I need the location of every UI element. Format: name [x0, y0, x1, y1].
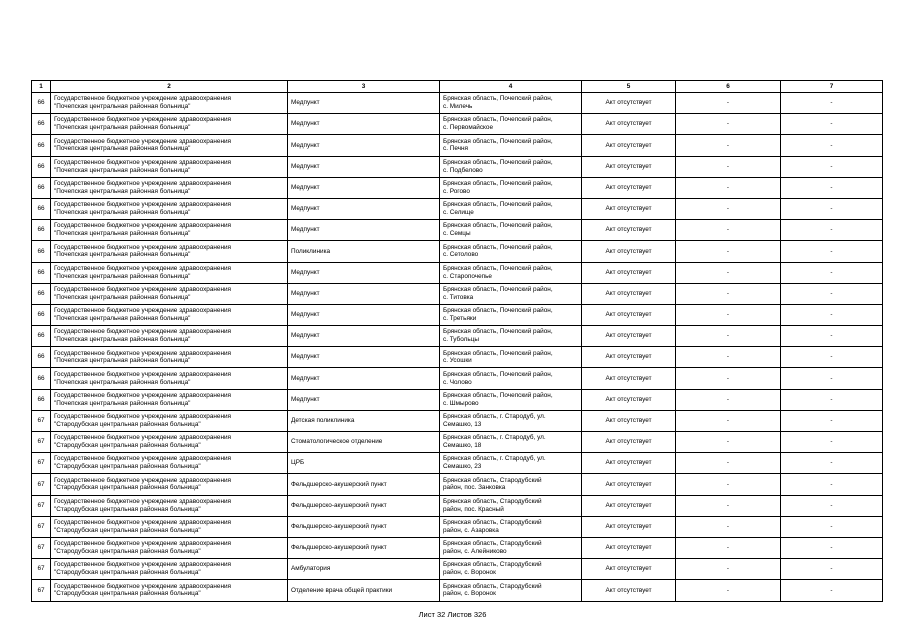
act-status-cell: Акт отсутствует: [582, 114, 676, 135]
facility-cell: Медпункт: [288, 368, 440, 389]
organization-line-1: Государственное бюджетное учреждение здравоохранения: [54, 137, 232, 145]
row-number: 66: [32, 135, 51, 156]
header-row: [32, 81, 883, 93]
table-row: [32, 453, 883, 474]
act-status-cell: Акт отсутствует: [582, 389, 676, 410]
organization-line-1: Государственное бюджетное учреждение здравоохранения: [54, 391, 232, 399]
organization-line-2: "Почепская центральная районная больница": [54, 293, 191, 301]
column-6-cell: -: [676, 304, 781, 325]
address-cell: [440, 368, 582, 389]
column-7-cell: -: [781, 516, 883, 537]
act-status-cell: Акт отсутствует: [582, 220, 676, 241]
column-7-cell: -: [781, 432, 883, 453]
act-status-cell: Акт отсутствует: [582, 495, 676, 516]
address-line-2: с. Титовка: [443, 293, 474, 301]
act-status-cell: Акт отсутствует: [582, 135, 676, 156]
address-cell: [440, 410, 582, 431]
header-cell-6: 6: [676, 81, 781, 93]
address-line-1: Брянская область, Почепский район,: [443, 201, 553, 209]
organization-line-2: "Почепская центральная районная больница": [54, 230, 191, 238]
row-number: 66: [32, 283, 51, 304]
address-cell: [440, 262, 582, 283]
address-line-2: Семашко, 13: [443, 420, 482, 428]
act-status-cell: Акт отсутствует: [582, 453, 676, 474]
address-line-1: Брянская область, Почепский район,: [443, 158, 553, 166]
column-7-cell: -: [781, 177, 883, 198]
row-number: 67: [32, 453, 51, 474]
facility-cell: Медпункт: [288, 326, 440, 347]
organization-cell: [51, 410, 288, 431]
address-cell: [440, 495, 582, 516]
column-7-cell: -: [781, 453, 883, 474]
organization-line-2: "Почепская центральная районная больница": [54, 145, 191, 153]
table-row: [32, 114, 883, 135]
address-line-2: с. Тубольцы: [443, 336, 479, 344]
organization-line-2: "Почепская центральная районная больница": [54, 272, 191, 280]
column-7-cell: -: [781, 93, 883, 114]
table-row: [32, 410, 883, 431]
address-line-1: Брянская область, Почепский район,: [443, 307, 553, 315]
header-cell-1: 1: [32, 81, 51, 93]
column-6-cell: -: [676, 495, 781, 516]
act-status-cell: Акт отсутствует: [582, 432, 676, 453]
act-status-cell: Акт отсутствует: [582, 410, 676, 431]
address-line-2: с. Чолово: [443, 378, 472, 386]
address-line-2: с. Старопочепье: [443, 272, 492, 280]
organization-line-2: "Почепская центральная районная больница": [54, 399, 191, 407]
address-line-2: с. Милечь: [443, 103, 473, 111]
organization-line-1: Государственное бюджетное учреждение здравоохранения: [54, 264, 232, 272]
organization-cell: [51, 93, 288, 114]
address-cell: [440, 283, 582, 304]
act-status-cell: Акт отсутствует: [582, 156, 676, 177]
facility-cell: Медпункт: [288, 156, 440, 177]
act-status-cell: Акт отсутствует: [582, 93, 676, 114]
column-7-cell: -: [781, 410, 883, 431]
address-line-2: с. Семцы: [443, 230, 471, 238]
column-6-cell: -: [676, 326, 781, 347]
organization-cell: [51, 220, 288, 241]
organization-line-2: "Стародубская центральная районная больница": [54, 463, 201, 471]
act-status-cell: Акт отсутствует: [582, 347, 676, 368]
header-cell-7: 7: [781, 81, 883, 93]
column-6-cell: -: [676, 389, 781, 410]
table-row: [32, 347, 883, 368]
table-row: [32, 304, 883, 325]
organization-cell: [51, 156, 288, 177]
organization-cell: [51, 368, 288, 389]
column-7-cell: -: [781, 156, 883, 177]
column-7-cell: -: [781, 114, 883, 135]
facility-cell: Поликлиника: [288, 241, 440, 262]
facility-cell: Фельдшерско-акушерский пункт: [288, 495, 440, 516]
column-6-cell: -: [676, 347, 781, 368]
address-cell: [440, 432, 582, 453]
address-line-2: с. Первомайское: [443, 124, 494, 132]
act-status-cell: Акт отсутствует: [582, 177, 676, 198]
organization-cell: [51, 198, 288, 219]
organization-line-1: Государственное бюджетное учреждение здравоохранения: [54, 582, 232, 590]
address-line-1: Брянская область, Почепский район,: [443, 328, 553, 336]
row-number: 66: [32, 241, 51, 262]
address-cell: [440, 389, 582, 410]
organization-line-1: Государственное бюджетное учреждение здравоохранения: [54, 349, 232, 357]
address-line-1: Брянская область, Стародубский: [443, 476, 542, 484]
organization-line-2: "Стародубская центральная районная больница": [54, 569, 201, 577]
organization-cell: [51, 580, 288, 601]
column-6-cell: -: [676, 580, 781, 601]
facility-cell: Отделение врача общей практики: [288, 580, 440, 601]
address-cell: [440, 516, 582, 537]
table-row: [32, 156, 883, 177]
organization-line-1: Государственное бюджетное учреждение здравоохранения: [54, 434, 232, 442]
row-number: 67: [32, 559, 51, 580]
address-line-1: Брянская область, г. Стародуб, ул.: [443, 434, 546, 442]
facility-cell: Медпункт: [288, 220, 440, 241]
organization-line-1: Государственное бюджетное учреждение здравоохранения: [54, 180, 232, 188]
facility-cell: Медпункт: [288, 304, 440, 325]
address-cell: [440, 453, 582, 474]
address-line-1: Брянская область, Почепский район,: [443, 180, 553, 188]
organization-line-2: "Почепская центральная районная больница": [54, 314, 191, 322]
facility-cell: Медпункт: [288, 135, 440, 156]
organization-cell: [51, 304, 288, 325]
organization-line-1: Государственное бюджетное учреждение здравоохранения: [54, 201, 232, 209]
address-line-2: район, с. Воронок: [443, 590, 496, 598]
organization-line-2: "Стародубская центральная районная больница": [54, 442, 201, 450]
row-number: 66: [32, 389, 51, 410]
table-row: [32, 516, 883, 537]
organization-cell: [51, 241, 288, 262]
act-status-cell: Акт отсутствует: [582, 537, 676, 558]
column-7-cell: -: [781, 220, 883, 241]
address-line-1: Брянская область, Стародубский: [443, 582, 542, 590]
table-row: [32, 432, 883, 453]
organization-line-2: "Почепская центральная районная больница": [54, 357, 191, 365]
address-cell: [440, 347, 582, 368]
header-cell-3: 3: [288, 81, 440, 93]
table-row: [32, 389, 883, 410]
facility-cell: Медпункт: [288, 389, 440, 410]
facility-cell: Фельдшерско-акушерский пункт: [288, 537, 440, 558]
table-row: [32, 135, 883, 156]
organization-line-2: "Почепская центральная районная больница": [54, 336, 191, 344]
organization-line-1: Государственное бюджетное учреждение здравоохранения: [54, 95, 232, 103]
column-7-cell: -: [781, 304, 883, 325]
column-7-cell: -: [781, 368, 883, 389]
address-line-2: Семашко, 18: [443, 442, 482, 450]
organization-cell: [51, 135, 288, 156]
address-line-1: Брянская область, г. Стародуб, ул.: [443, 413, 546, 421]
row-number: 67: [32, 580, 51, 601]
address-line-2: с. Третьяки: [443, 314, 477, 322]
organization-cell: [51, 453, 288, 474]
row-number: 66: [32, 114, 51, 135]
address-line-2: с. Усошки: [443, 357, 472, 365]
column-7-cell: -: [781, 326, 883, 347]
column-6-cell: -: [676, 432, 781, 453]
row-number: 67: [32, 410, 51, 431]
organization-cell: [51, 347, 288, 368]
address-line-2: с. Печня: [443, 145, 469, 153]
address-cell: [440, 114, 582, 135]
organization-cell: [51, 495, 288, 516]
act-status-cell: Акт отсутствует: [582, 198, 676, 219]
table-row: [32, 262, 883, 283]
address-line-1: Брянская область, Почепский район,: [443, 222, 553, 230]
column-6-cell: -: [676, 177, 781, 198]
address-line-1: Брянская область, Почепский район,: [443, 391, 553, 399]
facility-cell: Фельдшерско-акушерский пункт: [288, 516, 440, 537]
address-cell: [440, 135, 582, 156]
table-row: [32, 93, 883, 114]
facility-cell: Амбулатория: [288, 559, 440, 580]
column-7-cell: -: [781, 474, 883, 495]
address-line-1: Брянская область, Стародубский: [443, 519, 542, 527]
act-status-cell: Акт отсутствует: [582, 580, 676, 601]
table-row: [32, 177, 883, 198]
organization-cell: [51, 537, 288, 558]
column-6-cell: -: [676, 453, 781, 474]
organization-cell: [51, 326, 288, 347]
organization-line-2: "Стародубская центральная районная больница": [54, 505, 201, 513]
organization-line-2: "Стародубская центральная районная больница": [54, 526, 201, 534]
column-6-cell: -: [676, 220, 781, 241]
facility-cell: Стоматологическое отделение: [288, 432, 440, 453]
organization-line-1: Государственное бюджетное учреждение здравоохранения: [54, 455, 232, 463]
column-7-cell: -: [781, 283, 883, 304]
address-cell: [440, 198, 582, 219]
facility-cell: Медпункт: [288, 114, 440, 135]
row-number: 66: [32, 326, 51, 347]
facility-cell: Фельдшерско-акушерский пункт: [288, 474, 440, 495]
organization-cell: [51, 432, 288, 453]
row-number: 67: [32, 495, 51, 516]
column-7-cell: -: [781, 537, 883, 558]
address-line-2: район, с. Алейниково: [443, 548, 507, 556]
column-7-cell: -: [781, 580, 883, 601]
organization-line-1: Государственное бюджетное учреждение здравоохранения: [54, 476, 232, 484]
act-status-cell: Акт отсутствует: [582, 559, 676, 580]
row-number: 66: [32, 368, 51, 389]
facility-cell: Медпункт: [288, 198, 440, 219]
row-number: 67: [32, 474, 51, 495]
row-number: 66: [32, 262, 51, 283]
column-6-cell: -: [676, 198, 781, 219]
row-number: 66: [32, 156, 51, 177]
column-7-cell: -: [781, 389, 883, 410]
address-line-2: с. Сетолово: [443, 251, 479, 259]
address-line-2: район, с. Азаровка: [443, 526, 499, 534]
organization-line-1: Государственное бюджетное учреждение здравоохранения: [54, 285, 232, 293]
table-row: [32, 326, 883, 347]
organization-cell: [51, 474, 288, 495]
row-number: 66: [32, 347, 51, 368]
table-body: [32, 93, 883, 602]
organization-line-2: "Стародубская центральная районная больница": [54, 548, 201, 556]
organization-line-2: "Почепская центральная районная больница": [54, 187, 191, 195]
column-7-cell: -: [781, 198, 883, 219]
address-cell: [440, 474, 582, 495]
address-line-1: Брянская область, Почепский район,: [443, 243, 553, 251]
facility-cell: Медпункт: [288, 93, 440, 114]
address-line-1: Брянская область, Почепский район,: [443, 370, 553, 378]
organization-line-1: Государственное бюджетное учреждение здравоохранения: [54, 116, 232, 124]
page-footer: Лист 32 Листов 326: [418, 610, 487, 619]
address-line-1: Брянская область, Стародубский: [443, 497, 542, 505]
organization-line-1: Государственное бюджетное учреждение здравоохранения: [54, 497, 232, 505]
row-number: 67: [32, 537, 51, 558]
address-line-2: с. Шмырово: [443, 399, 479, 407]
column-7-cell: -: [781, 347, 883, 368]
column-7-cell: -: [781, 262, 883, 283]
header-cell-2: 2: [51, 81, 288, 93]
organization-cell: [51, 516, 288, 537]
column-6-cell: -: [676, 368, 781, 389]
organization-line-2: "Почепская центральная районная больница": [54, 166, 191, 174]
address-line-1: Брянская область, Почепский район,: [443, 116, 553, 124]
act-status-cell: Акт отсутствует: [582, 368, 676, 389]
column-6-cell: -: [676, 410, 781, 431]
organization-line-1: Государственное бюджетное учреждение здравоохранения: [54, 519, 232, 527]
address-line-2: район, с. Воронок: [443, 569, 496, 577]
column-6-cell: -: [676, 156, 781, 177]
organization-cell: [51, 114, 288, 135]
address-line-2: Семашко, 23: [443, 463, 482, 471]
organization-line-2: "Стародубская центральная районная больница": [54, 590, 201, 598]
row-number: 67: [32, 432, 51, 453]
table-row: [32, 283, 883, 304]
table-row: [32, 474, 883, 495]
column-7-cell: -: [781, 495, 883, 516]
facility-cell: ЦРБ: [288, 453, 440, 474]
address-line-1: Брянская область, Почепский район,: [443, 285, 553, 293]
row-number: 67: [32, 516, 51, 537]
act-status-cell: Акт отсутствует: [582, 241, 676, 262]
organization-line-2: "Почепская центральная районная больница": [54, 103, 191, 111]
address-cell: [440, 304, 582, 325]
column-6-cell: -: [676, 262, 781, 283]
facility-cell: Медпункт: [288, 347, 440, 368]
organization-cell: [51, 559, 288, 580]
column-6-cell: -: [676, 537, 781, 558]
facility-cell: Медпункт: [288, 262, 440, 283]
organization-line-1: Государственное бюджетное учреждение здравоохранения: [54, 243, 232, 251]
table-row: [32, 580, 883, 601]
organization-line-1: Государственное бюджетное учреждение здравоохранения: [54, 158, 232, 166]
address-cell: [440, 220, 582, 241]
address-cell: [440, 559, 582, 580]
address-cell: [440, 580, 582, 601]
table-row: [32, 198, 883, 219]
address-line-2: район, пос. Занковка: [443, 484, 506, 492]
table-row: [32, 220, 883, 241]
act-status-cell: Акт отсутствует: [582, 326, 676, 347]
address-line-1: Брянская область, Почепский район,: [443, 137, 553, 145]
address-cell: [440, 326, 582, 347]
row-number: 66: [32, 220, 51, 241]
row-number: 66: [32, 198, 51, 219]
column-7-cell: -: [781, 241, 883, 262]
act-status-cell: Акт отсутствует: [582, 516, 676, 537]
table-row: [32, 559, 883, 580]
address-line-2: с. Селище: [443, 209, 474, 217]
column-6-cell: -: [676, 135, 781, 156]
table-row: [32, 537, 883, 558]
header-cell-5: 5: [582, 81, 676, 93]
address-cell: [440, 537, 582, 558]
column-7-cell: -: [781, 559, 883, 580]
organization-line-2: "Почепская центральная районная больница": [54, 251, 191, 259]
act-status-cell: Акт отсутствует: [582, 304, 676, 325]
column-6-cell: -: [676, 283, 781, 304]
table-row: [32, 368, 883, 389]
organization-line-1: Государственное бюджетное учреждение здравоохранения: [54, 540, 232, 548]
column-7-cell: -: [781, 135, 883, 156]
act-status-cell: Акт отсутствует: [582, 262, 676, 283]
organization-line-1: Государственное бюджетное учреждение здравоохранения: [54, 413, 232, 421]
row-number: 66: [32, 177, 51, 198]
column-6-cell: -: [676, 474, 781, 495]
organization-cell: [51, 262, 288, 283]
address-line-2: с. Рогово: [443, 187, 470, 195]
organization-cell: [51, 389, 288, 410]
facility-cell: Медпункт: [288, 283, 440, 304]
organization-cell: [51, 177, 288, 198]
row-number: 66: [32, 93, 51, 114]
address-line-2: с. Подбелово: [443, 166, 483, 174]
address-line-1: Брянская область, г. Стародуб, ул.: [443, 455, 546, 463]
address-line-1: Брянская область, Стародубский: [443, 540, 542, 548]
table-row: [32, 495, 883, 516]
column-6-cell: -: [676, 114, 781, 135]
address-line-1: Брянская область, Стародубский: [443, 561, 542, 569]
address-line-1: Брянская область, Почепский район,: [443, 264, 553, 272]
facility-cell: Детская поликлиника: [288, 410, 440, 431]
column-6-cell: -: [676, 559, 781, 580]
address-cell: [440, 177, 582, 198]
act-status-cell: Акт отсутствует: [582, 474, 676, 495]
address-line-2: район, пос. Красный: [443, 505, 504, 513]
address-line-1: Брянская область, Почепский район,: [443, 349, 553, 357]
organization-line-1: Государственное бюджетное учреждение здравоохранения: [54, 561, 232, 569]
column-6-cell: -: [676, 241, 781, 262]
act-status-cell: Акт отсутствует: [582, 283, 676, 304]
organization-line-1: Государственное бюджетное учреждение здравоохранения: [54, 307, 232, 315]
address-cell: [440, 241, 582, 262]
organization-line-1: Государственное бюджетное учреждение здравоохранения: [54, 328, 232, 336]
address-line-1: Брянская область, Почепский район,: [443, 95, 553, 103]
row-number: 66: [32, 304, 51, 325]
organization-line-2: "Почепская центральная районная больница": [54, 209, 191, 217]
column-6-cell: -: [676, 516, 781, 537]
header-cell-4: 4: [440, 81, 582, 93]
address-cell: [440, 93, 582, 114]
organization-line-2: "Почепская центральная районная больница": [54, 378, 191, 386]
organization-line-2: "Стародубская центральная районная больница": [54, 420, 201, 428]
organization-line-2: "Почепская центральная районная больница": [54, 124, 191, 132]
facility-cell: Медпункт: [288, 177, 440, 198]
organization-cell: [51, 283, 288, 304]
organization-line-1: Государственное бюджетное учреждение здравоохранения: [54, 370, 232, 378]
organization-line-1: Государственное бюджетное учреждение здравоохранения: [54, 222, 232, 230]
organization-line-2: "Стародубская центральная районная больница": [54, 484, 201, 492]
table-row: [32, 241, 883, 262]
registry-table: [31, 80, 883, 602]
column-6-cell: -: [676, 93, 781, 114]
address-cell: [440, 156, 582, 177]
